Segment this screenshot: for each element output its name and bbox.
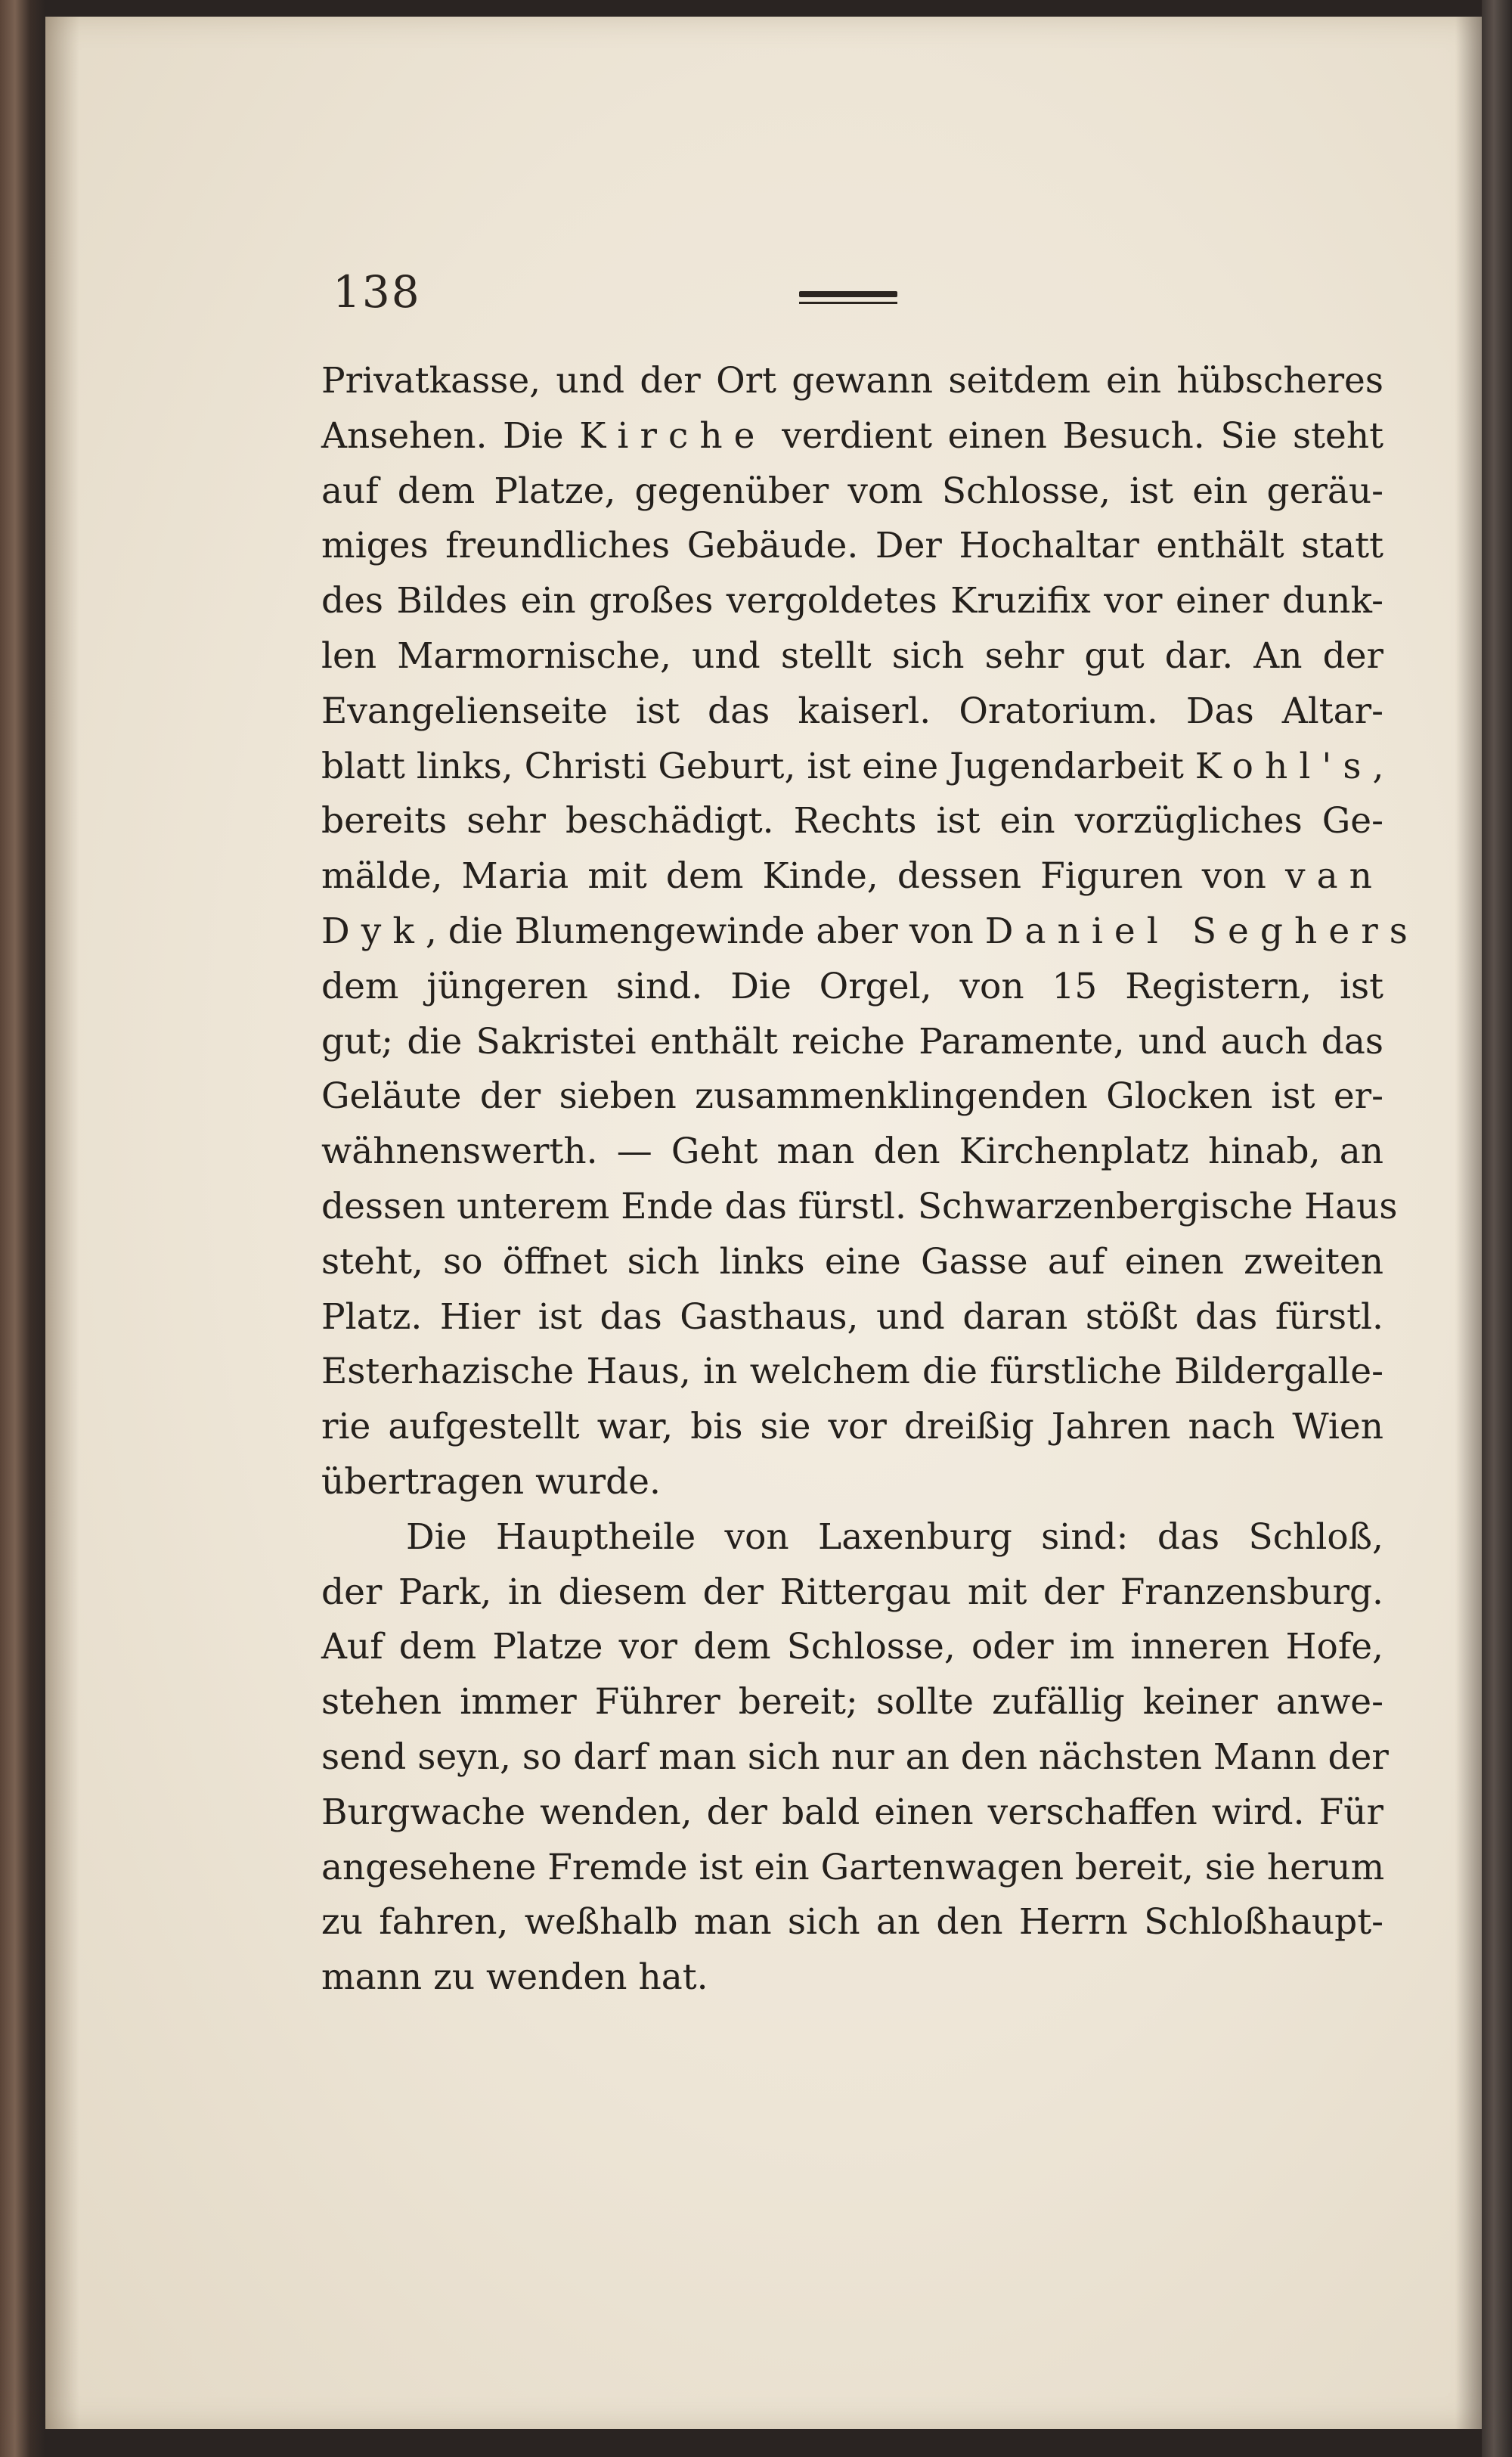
- text-line: auf dem Platze, gegenüber vom Schlosse, ist ein geräu-: [321, 470, 1383, 512]
- text-line: mann zu wenden hat.: [321, 1956, 708, 1999]
- text-line: blatt links, Christi Geburt, ist eine Jugendarbeit Kohl's,: [321, 745, 1384, 787]
- text-line: Privatkasse, und der Ort gewann seitdem ein hübscheres: [321, 360, 1383, 402]
- header-rule: [799, 291, 897, 297]
- text-line: zu fahren, weßhalb man sich an den Herrn Schloßhaupt-: [321, 1901, 1383, 1944]
- text-line: gut; die Sakristei enthält reiche Paramente, und auch das: [321, 1020, 1383, 1063]
- text-line: Ansehen. Die Kirche verdient einen Besuch. Sie steht: [321, 414, 1383, 457]
- text-line: bereits sehr beschädigt. Rechts ist ein vorzügliches Ge-: [321, 800, 1383, 842]
- emphasis-word: Kirche: [579, 414, 767, 457]
- book-edge: [1482, 0, 1512, 2457]
- text-line: Evangelienseite ist das kaiserl. Oratorium. Das Altar-: [321, 690, 1383, 732]
- text-line: stehen immer Führer bereit; sollte zufällig keiner anwe-: [321, 1681, 1383, 1723]
- text-line: Burgwache wenden, der bald einen verschaffen wird. Für: [321, 1791, 1383, 1833]
- page-number: 138: [333, 266, 421, 318]
- body-text: [321, 354, 1419, 2006]
- text-line: Dyk, die Blumengewinde aber von Daniel Seghers: [321, 910, 1419, 952]
- text-line: des Bildes ein großes vergoldetes Kruzifix vor einer dunk-: [321, 580, 1383, 622]
- text-line: miges freundliches Gebäude. Der Hochaltar enthält statt: [321, 525, 1383, 567]
- text-line: angesehene Fremde ist ein Gartenwagen bereit, sie herum: [321, 1846, 1385, 1888]
- text-line: Geläute der sieben zusammenklingenden Glocken ist er-: [321, 1075, 1383, 1118]
- emphasis-word: van: [1285, 855, 1383, 898]
- text-line: send seyn, so darf man sich nur an den nächsten Mann der: [321, 1736, 1389, 1778]
- text-line: der Park, in diesem der Rittergau mit der Franzensburg.: [321, 1571, 1383, 1613]
- text-line: wähnenswerth. — Geht man den Kirchenplatz hinab, an: [321, 1131, 1383, 1173]
- text-line: mälde, Maria mit dem Kinde, dessen Figuren von van: [321, 855, 1383, 898]
- emphasis-word: Daniel Seghers: [984, 910, 1419, 952]
- emphasis-word: Dyk: [321, 910, 426, 952]
- emphasis-word: Kohl's: [1194, 745, 1373, 787]
- text-line: dessen unterem Ende das fürstl. Schwarzenbergische Haus: [321, 1185, 1398, 1227]
- text-line: Esterhazische Haus, in welchem die fürstliche Bildergalle-: [321, 1351, 1383, 1393]
- text-line: Die Hauptheile von Laxenburg sind: das Schloß,: [406, 1515, 1383, 1558]
- text-line: Platz. Hier ist das Gasthaus, und daran stößt das fürstl.: [321, 1295, 1383, 1338]
- text-line: übertragen wurde.: [321, 1460, 661, 1503]
- text-line: len Marmornische, und stellt sich sehr gut dar. An der: [321, 634, 1383, 677]
- text-line: rie aufgestellt war, bis sie vor dreißig Jahren nach Wien: [321, 1406, 1383, 1448]
- text-line: dem jüngeren sind. Die Orgel, von 15 Registern, ist: [321, 965, 1383, 1007]
- text-line: Auf dem Platze vor dem Schlosse, oder im inneren Hofe,: [321, 1626, 1383, 1668]
- text-line: steht, so öffnet sich links eine Gasse auf einen zweiten: [321, 1240, 1383, 1283]
